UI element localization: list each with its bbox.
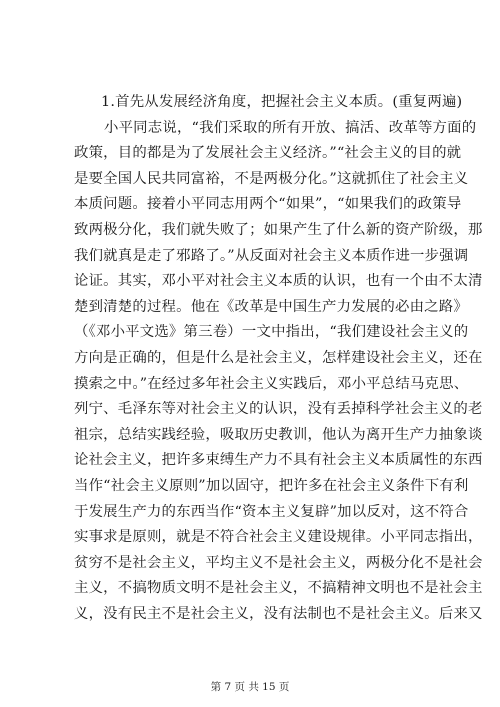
paragraph-line: 方向是正确的，但是什么是社会主义，怎样建设社会主义，还在 xyxy=(74,349,483,366)
paragraph-line: 是要全国人民共同富裕，不是两极分化。”这就抓住了社会主义 xyxy=(74,170,469,187)
paragraph-line: 义，没有民主不是社会主义，没有法制也不是社会主义。后来又 xyxy=(74,605,483,622)
section-heading: 1.首先从发展经济角度，把握社会主义本质。(重复两遍) xyxy=(101,94,463,110)
paragraph-line: 列宁、毛泽东等对社会主义的认识，没有丢掉科学社会主义的老 xyxy=(74,401,483,418)
document-body xyxy=(74,90,483,627)
paragraph-line: 祖宗，总结实践经验，吸取历史教训，他认为离开生产力抽象谈 xyxy=(74,426,483,443)
paragraph-line: 致两极分化，我们就失败了；如果产生了什么新的资产阶级，那 xyxy=(74,221,483,238)
paragraph-line: 论证。其实，邓小平对社会主义本质的认识，也有一个由不太清 xyxy=(74,273,483,290)
paragraph-line: 于发展生产力的东西当作“资本主义复辟”加以反对，这不符合 xyxy=(74,503,469,520)
page-number-footer: 第 7 页 共 15 页 xyxy=(210,681,290,693)
paragraph-line: 当作“社会主义原则”加以固守，把许多在社会主义条件下有利 xyxy=(74,477,469,494)
paragraph-line: 论社会主义，把许多束缚生产力不具有社会主义本质属性的东西 xyxy=(74,452,483,469)
paragraph-line: 主义，不搞物质文明不是社会主义，不搞精神文明也不是社会主 xyxy=(74,580,483,597)
paragraph-line: 我们就真是走了邪路了。”从反面对社会主义本质作进一步强调 xyxy=(74,247,469,264)
paragraph-line: 楚到清楚的过程。他在《改革是中国生产力发展的必由之路》 xyxy=(74,298,468,315)
paragraph-line: 贫穷不是社会主义，平均主义不是社会主义，两极分化不是社会 xyxy=(74,554,483,571)
paragraph-line: 本质问题。接着小平同志用两个“如果”，“如果我们的政策导 xyxy=(74,196,462,213)
paragraph-line: 摸索之中。”在经过多年社会主义实践后，邓小平总结马克思、 xyxy=(74,375,469,392)
paragraph-line: 实事求是原则，就是不符合社会主义建设规律。小平同志指出， xyxy=(74,529,483,546)
paragraph-line: 政策，目的都是为了发展社会主义经济。”“社会主义的目的就 xyxy=(74,145,462,162)
paragraph-line: （《邓小平文选》第三卷）一文中指出，“我们建设社会主义的 xyxy=(74,324,469,341)
paragraph-line: 小平同志说，“我们采取的所有开放、搞活、改革等方面的 xyxy=(104,119,477,136)
